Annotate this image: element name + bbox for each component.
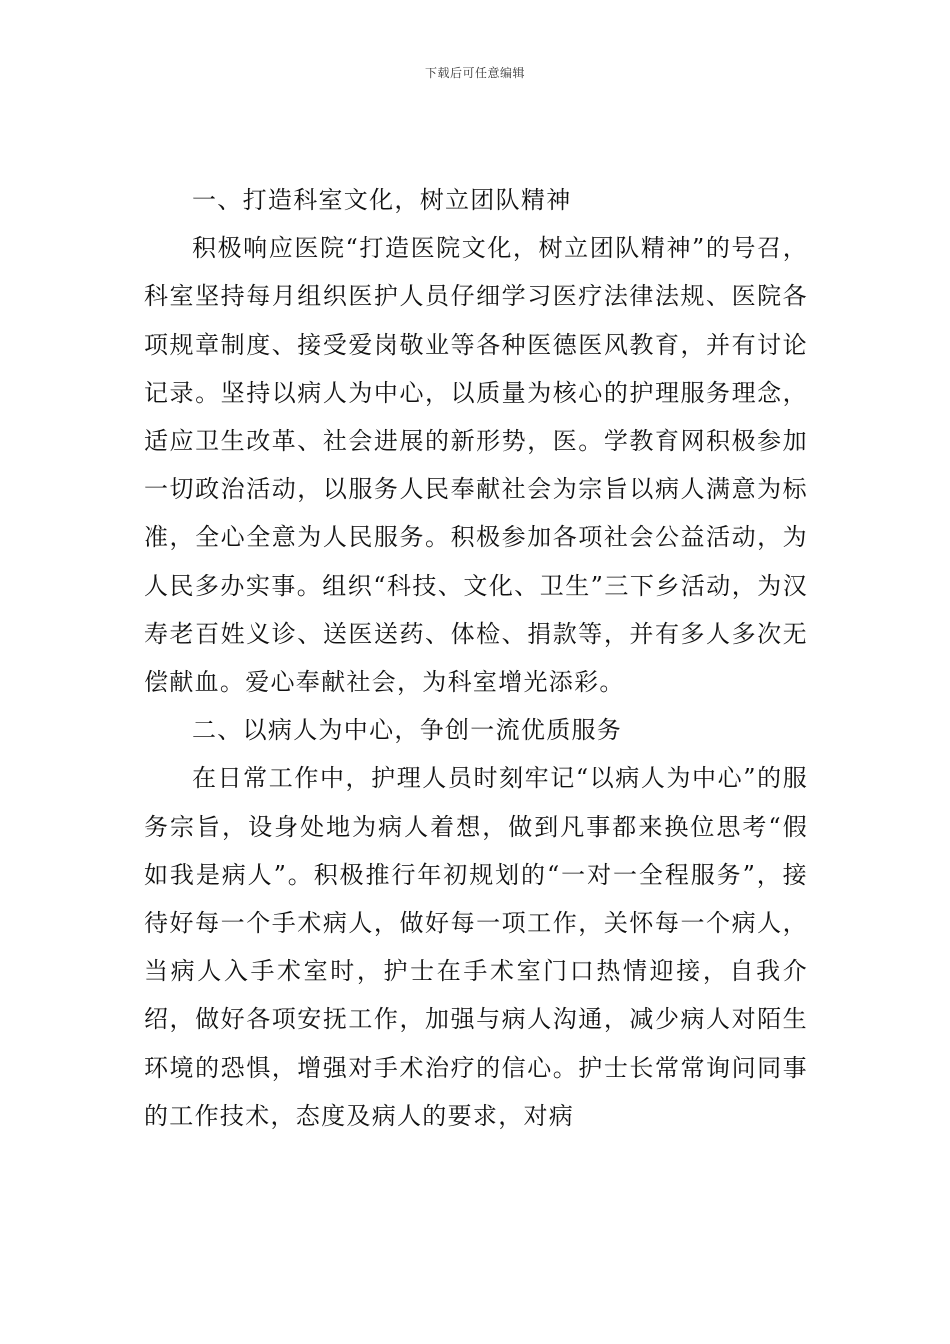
page-header: 下载后可任意编辑 <box>424 66 525 80</box>
section-heading-1: 一、打造科室文化，树立团队精神 <box>192 186 572 214</box>
paragraph-2: 在日常工作中，护理人员时刻牢记“以病人为中心”的服务宗旨，设身处地为病人着想，做到凡事都来换位思考“假如我是病人”。积极推行年初规划的“一对一全程服务”，接待好每一个手术病人，做好每一项工作，关怀每一个病人，当病人入手术室时，护士在手术室门口热情迎接，自我介绍，做好各项安抚工作，加强与病人沟通，减少病人对陌生环境的恐惧，增强对手术治疗的信心。护士长常常询问同事的工作技术，态度及病人的要求，对病 <box>144 764 808 1130</box>
section-heading-2: 二、以病人为中心，争创一流优质服务 <box>192 716 623 745</box>
document-body <box>144 176 808 1140</box>
paragraph-1: 积极响应医院“打造医院文化，树立团队精神”的号召，科室坚持每月组织医护人员仔细学习医疗法律法规、医院各项规章制度、接受爱岗敬业等各种医德医风教育，并有讨论记录。坚持以病人为中心，以质量为核心的护理服务理念，适应卫生改革、社会进展的新形势，医。学教育网积极参加一切政治活动，以服务人民奉献社会为宗旨以病人满意为标准，全心全意为人民服务。积极参加各项社会公益活动，为人民多办实事。组织“科技、文化、卫生”三下乡活动，为汉寿老百姓义诊、送医送药、体检、捐款等，并有多人多次无偿献血。爱心奉献社会，为科室增光添彩。 <box>144 234 808 697</box>
